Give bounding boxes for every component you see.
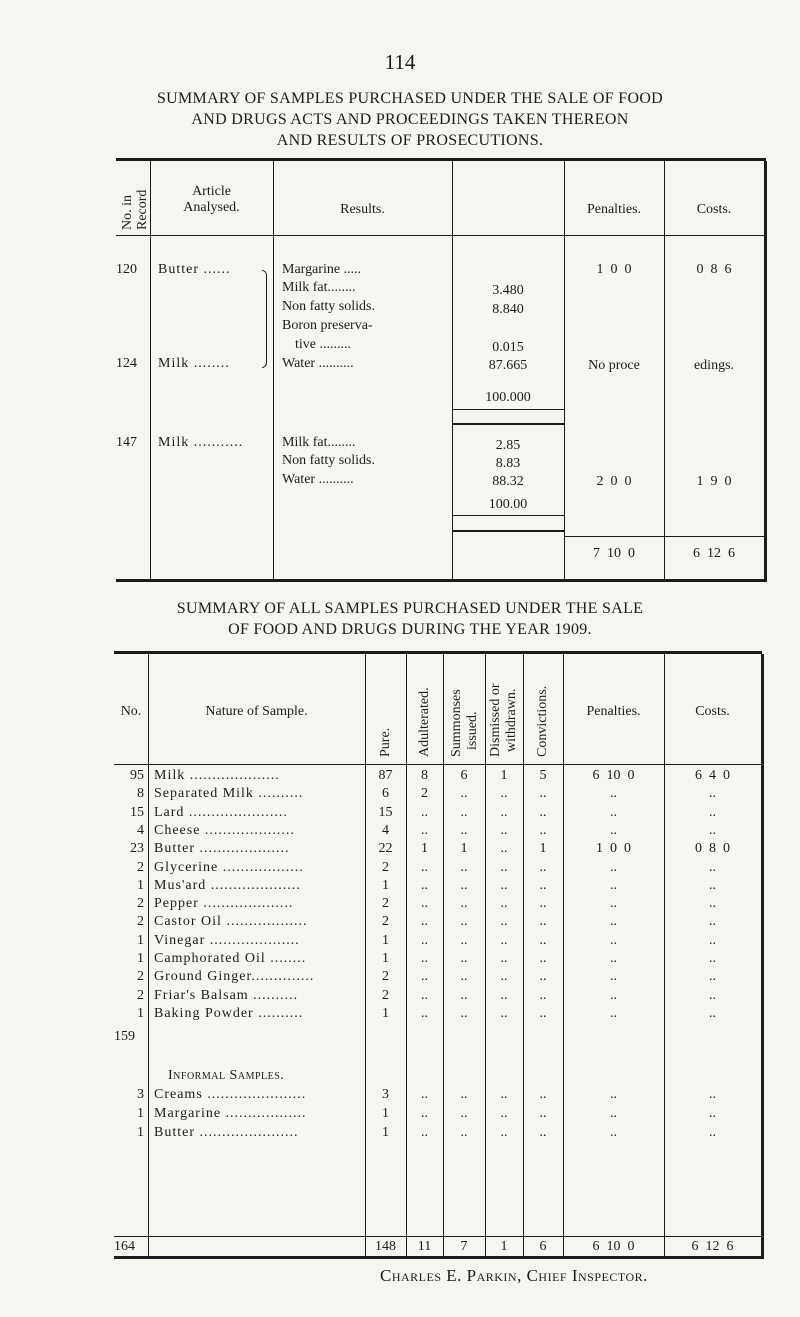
- result-label: Milk fat........: [282, 280, 356, 295]
- grouping-brace: [262, 270, 267, 368]
- row-nature: Cheese ....................: [154, 822, 295, 838]
- row-adulterated: 1: [421, 841, 428, 857]
- row-adulterated: ..: [421, 914, 428, 930]
- row-nature: Separated Milk ..........: [154, 786, 304, 802]
- header-adulterated: Adulterated.: [417, 687, 432, 757]
- row-summonses: ..: [460, 804, 468, 820]
- row-adulterated: ..: [421, 804, 428, 820]
- row-penalties: ..: [610, 804, 617, 820]
- penalty-value: 2 0 0: [596, 474, 632, 489]
- row-no: 1: [137, 1125, 144, 1140]
- row-dismissed: ..: [500, 951, 508, 966]
- row-penalties: ..: [610, 1106, 617, 1121]
- row-nature: Margarine ..................: [154, 1106, 307, 1121]
- result-label: Margarine .....: [282, 262, 362, 277]
- row-convictions: ..: [539, 987, 547, 1003]
- subtotal: 159: [114, 1029, 135, 1044]
- table2-title-line: OF FOOD AND DRUGS DURING THE YEAR 1909.: [228, 621, 592, 638]
- row-pure: 2: [382, 859, 389, 875]
- penalty-total: 7 10 0: [593, 546, 635, 561]
- result-label: Boron preserva-: [282, 318, 373, 333]
- row-summonses: ..: [460, 969, 468, 985]
- row-adulterated: ..: [421, 822, 428, 838]
- table1-bottom-rule: [116, 579, 766, 582]
- row-convictions: ..: [539, 1005, 547, 1021]
- row-pure: 1: [382, 877, 389, 893]
- row-nature: Milk ....................: [154, 768, 280, 783]
- row-dismissed: ..: [500, 1106, 508, 1121]
- row-pure: 6: [382, 786, 389, 802]
- row-no: 1: [137, 1005, 144, 1021]
- row-summonses: ..: [460, 1087, 468, 1102]
- row-adulterated: ..: [421, 859, 428, 875]
- row-nature: Creams ......................: [154, 1087, 307, 1102]
- result-label: tive .........: [295, 337, 351, 352]
- row-convictions: ..: [539, 804, 547, 820]
- row-adulterated: ..: [421, 932, 428, 948]
- row-penalties: 1 0 0: [596, 841, 631, 857]
- no-proceedings-right: edings.: [693, 358, 735, 373]
- row-dismissed: ..: [500, 969, 508, 985]
- record-no: 120: [116, 262, 137, 277]
- row-pure: 1: [382, 1106, 389, 1121]
- no-proceedings-left: No proce: [588, 358, 640, 373]
- row-pure: 1: [382, 932, 389, 948]
- row-costs: ..: [709, 969, 716, 985]
- row-adulterated: ..: [421, 969, 428, 985]
- row-costs: ..: [709, 932, 716, 948]
- row-nature: Glycerine ..................: [154, 859, 304, 875]
- row-dismissed: ..: [500, 1125, 508, 1140]
- table2-title-line: SUMMARY OF ALL SAMPLES PURCHASED UNDER THE SALE: [176, 600, 644, 617]
- row-no: 1: [137, 951, 144, 966]
- total-b-double-rule: [452, 530, 564, 532]
- row-costs: ..: [709, 914, 716, 930]
- row-no: 2: [137, 859, 144, 875]
- result-label: Water ..........: [282, 472, 354, 487]
- row-no: 8: [137, 786, 144, 802]
- header-no: No.: [120, 704, 142, 719]
- result-value: 8.83: [495, 456, 521, 471]
- result-value: 2.85: [495, 438, 521, 453]
- row-penalties: ..: [610, 1005, 617, 1021]
- row-costs: 0 8 0: [695, 841, 730, 857]
- row-adulterated: ..: [421, 1005, 428, 1021]
- row-pure: 1: [382, 1125, 389, 1140]
- article: Milk ...........: [158, 435, 244, 450]
- result-value: 87.665: [488, 358, 528, 373]
- row-nature: Mus'ard ....................: [154, 877, 301, 893]
- row-convictions: ..: [539, 914, 547, 930]
- row-costs: ..: [709, 1087, 716, 1102]
- table2-col-rule: [148, 654, 149, 1256]
- row-pure: 2: [382, 896, 389, 912]
- row-pure: 2: [382, 987, 389, 1003]
- row-no: 1: [137, 1106, 144, 1121]
- row-costs: ..: [709, 877, 716, 893]
- row-convictions: 1: [539, 841, 547, 857]
- table1-col-rule: [150, 161, 151, 579]
- total-a-double-rule: [452, 423, 564, 425]
- table1-title-line: AND DRUGS ACTS AND PROCEEDINGS TAKEN THEREON: [191, 111, 629, 128]
- row-summonses: ..: [460, 1005, 468, 1021]
- row-no: 1: [137, 932, 144, 948]
- row-nature: Baking Powder ..........: [154, 1005, 304, 1021]
- row-penalties: ..: [610, 969, 617, 985]
- row-dismissed: ..: [500, 859, 508, 875]
- header-no-line1: No. in: [120, 195, 135, 230]
- result-total: 100.00: [488, 497, 528, 512]
- result-value: 0.015: [492, 340, 524, 355]
- table2-title: [60, 598, 760, 640]
- row-convictions: ..: [539, 877, 547, 893]
- result-label: Water ..........: [282, 356, 354, 371]
- informal-heading: Informal Samples.: [168, 1068, 285, 1083]
- row-costs: ..: [709, 896, 716, 912]
- row-costs: ..: [709, 1106, 716, 1121]
- row-pure: 1: [382, 1005, 389, 1021]
- row-dismissed: ..: [500, 786, 508, 802]
- row-costs: ..: [709, 786, 716, 802]
- row-pure: 22: [378, 841, 393, 857]
- row-nature: Lard ......................: [154, 804, 288, 820]
- header-no-line2: Record: [135, 189, 150, 230]
- header-nature: Nature of Sample.: [205, 704, 308, 719]
- row-pure: 87: [378, 768, 393, 783]
- row-adulterated: ..: [421, 987, 428, 1003]
- row-convictions: ..: [539, 896, 547, 912]
- row-penalties: ..: [610, 1087, 617, 1102]
- table1-col-rule: [273, 161, 274, 579]
- row-pure: 4: [382, 822, 389, 838]
- row-nature: Butter ......................: [154, 1125, 299, 1140]
- row-nature: Vinegar ....................: [154, 932, 300, 948]
- header-convictions: Convictions.: [535, 685, 550, 757]
- total-penalties: 6 10 0: [592, 1239, 635, 1254]
- row-costs: ..: [709, 1005, 716, 1021]
- row-convictions: 5: [539, 768, 547, 783]
- cost-value: 1 9 0: [696, 474, 732, 489]
- row-pure: 15: [378, 804, 393, 820]
- total-costs: 6 12 6: [691, 1239, 734, 1254]
- row-summonses: ..: [460, 932, 468, 948]
- header-article-line1: Article: [192, 184, 231, 199]
- row-pure: 2: [382, 969, 389, 985]
- row-no: 15: [130, 804, 144, 820]
- row-penalties: ..: [610, 822, 617, 838]
- row-adulterated: ..: [421, 1125, 428, 1140]
- row-penalties: 6 10 0: [592, 768, 635, 783]
- cost-total: 6 12 6: [693, 546, 735, 561]
- total-convictions: 6: [539, 1239, 547, 1254]
- row-summonses: ..: [460, 859, 468, 875]
- table1-header-rule: [116, 235, 766, 236]
- row-adulterated: 8: [421, 768, 428, 783]
- page-number: 114: [384, 50, 416, 74]
- total-summonses: 7: [460, 1239, 468, 1254]
- result-value: 3.480: [492, 283, 524, 298]
- header-results: Results.: [340, 202, 385, 217]
- row-penalties: ..: [610, 914, 617, 930]
- row-summonses: 1: [460, 841, 468, 857]
- header-dismissed-1: Dismissed or: [488, 683, 503, 757]
- row-costs: 6 4 0: [695, 768, 730, 783]
- table1-right-rule: [764, 161, 767, 582]
- row-nature: Butter ....................: [154, 841, 290, 857]
- row-no: 2: [137, 987, 144, 1003]
- row-convictions: ..: [539, 969, 547, 985]
- row-adulterated: ..: [421, 1106, 428, 1121]
- row-penalties: ..: [610, 896, 617, 912]
- row-summonses: ..: [460, 987, 468, 1003]
- header-dismissed-2: withdrawn.: [504, 688, 519, 752]
- header-penalties: Penalties.: [586, 202, 642, 217]
- row-penalties: ..: [610, 951, 617, 966]
- cost-value: 0 8 6: [696, 262, 732, 277]
- row-pure: 1: [382, 951, 389, 966]
- header-no-in-record-2: [135, 190, 150, 230]
- row-dismissed: ..: [500, 804, 508, 820]
- row-no: 4: [137, 822, 144, 838]
- row-convictions: ..: [539, 1125, 547, 1140]
- row-summonses: ..: [460, 786, 468, 802]
- row-costs: ..: [709, 987, 716, 1003]
- header-costs: Costs.: [695, 704, 730, 719]
- row-penalties: ..: [610, 987, 617, 1003]
- row-convictions: ..: [539, 822, 547, 838]
- total-pure: 148: [375, 1239, 396, 1254]
- row-no: 2: [137, 969, 144, 985]
- row-penalties: ..: [610, 859, 617, 875]
- table1-title: [60, 88, 760, 151]
- result-total: 100.000: [485, 390, 531, 405]
- header-summonses-1: Summonses: [449, 689, 464, 757]
- row-no: 1: [137, 877, 144, 893]
- total-adulterated: 11: [417, 1239, 432, 1254]
- row-convictions: ..: [539, 951, 547, 966]
- row-costs: ..: [709, 859, 716, 875]
- row-penalties: ..: [610, 1125, 617, 1140]
- row-dismissed: ..: [500, 822, 508, 838]
- row-penalties: ..: [610, 877, 617, 893]
- row-adulterated: ..: [421, 1087, 428, 1102]
- row-summonses: ..: [460, 914, 468, 930]
- table2-bottom-rule: [114, 1256, 762, 1259]
- row-convictions: ..: [539, 786, 547, 802]
- table1-top-rule: [116, 158, 766, 161]
- row-dismissed: ..: [500, 896, 508, 912]
- row-summonses: ..: [460, 877, 468, 893]
- result-value: 8.840: [492, 302, 524, 317]
- row-dismissed: ..: [500, 932, 508, 948]
- inspector-signature: Charles E. Parkin, Chief Inspector.: [380, 1266, 648, 1285]
- row-costs: ..: [709, 804, 716, 820]
- row-dismissed: ..: [500, 1005, 508, 1021]
- record-no: 147: [116, 435, 137, 450]
- header-article-line2: Analysed.: [183, 200, 240, 215]
- total-b-rule: [452, 515, 564, 516]
- header-costs: Costs.: [696, 202, 732, 217]
- row-adulterated: ..: [421, 951, 428, 966]
- total-dismissed: 1: [500, 1239, 508, 1254]
- row-summonses: ..: [460, 822, 468, 838]
- row-convictions: ..: [539, 932, 547, 948]
- row-costs: ..: [709, 1125, 716, 1140]
- row-dismissed: ..: [500, 1087, 508, 1102]
- result-value: 88.32: [492, 474, 524, 489]
- article: Butter ......: [158, 262, 231, 277]
- penalty-value: 1 0 0: [596, 262, 632, 277]
- row-no: 95: [130, 768, 144, 783]
- row-costs: ..: [709, 951, 716, 966]
- row-convictions: ..: [539, 859, 547, 875]
- header-no-in-record: [120, 195, 135, 230]
- row-dismissed: ..: [500, 987, 508, 1003]
- row-dismissed: 1: [500, 768, 508, 783]
- header-penalties: Penalties.: [586, 704, 641, 719]
- row-nature: Ground Ginger..............: [154, 969, 315, 985]
- row-no: 2: [137, 896, 144, 912]
- row-nature: Friar's Balsam ..........: [154, 987, 299, 1003]
- row-dismissed: ..: [500, 914, 508, 930]
- row-nature: Pepper ....................: [154, 896, 294, 912]
- row-dismissed: ..: [500, 877, 508, 893]
- header-summonses-2: issued.: [465, 711, 480, 750]
- row-summonses: ..: [460, 1125, 468, 1140]
- row-no: 2: [137, 914, 144, 930]
- total-no: 164: [114, 1239, 135, 1254]
- result-label: Non fatty solids.: [282, 453, 375, 468]
- row-penalties: ..: [610, 786, 617, 802]
- result-label: Non fatty solids.: [282, 299, 375, 314]
- result-label: Milk fat........: [282, 435, 356, 450]
- table1-title-line: SUMMARY OF SAMPLES PURCHASED UNDER THE SALE OF FOOD: [156, 90, 664, 107]
- row-nature: Castor Oil ..................: [154, 914, 308, 930]
- row-pure: 2: [382, 914, 389, 930]
- row-costs: ..: [709, 822, 716, 838]
- article: Milk ........: [158, 356, 230, 371]
- row-summonses: 6: [460, 768, 468, 783]
- row-summonses: ..: [460, 951, 468, 966]
- table2-right-rule: [761, 654, 764, 1259]
- row-adulterated: ..: [421, 877, 428, 893]
- row-adulterated: ..: [421, 896, 428, 912]
- row-convictions: ..: [539, 1087, 547, 1102]
- header-article: [150, 184, 273, 216]
- row-summonses: ..: [460, 896, 468, 912]
- record-no: 124: [116, 356, 137, 371]
- row-nature: Camphorated Oil ........: [154, 951, 307, 966]
- header-pure: Pure.: [378, 727, 393, 757]
- row-no: 23: [130, 841, 144, 857]
- row-summonses: ..: [460, 1106, 468, 1121]
- table1-title-line: AND RESULTS OF PROSECUTIONS.: [276, 132, 544, 149]
- row-adulterated: 2: [421, 786, 428, 802]
- row-convictions: ..: [539, 1106, 547, 1121]
- row-dismissed: ..: [500, 841, 508, 857]
- total-a-rule: [452, 409, 564, 410]
- row-pure: 3: [382, 1087, 389, 1102]
- row-penalties: ..: [610, 932, 617, 948]
- row-no: 3: [137, 1087, 144, 1102]
